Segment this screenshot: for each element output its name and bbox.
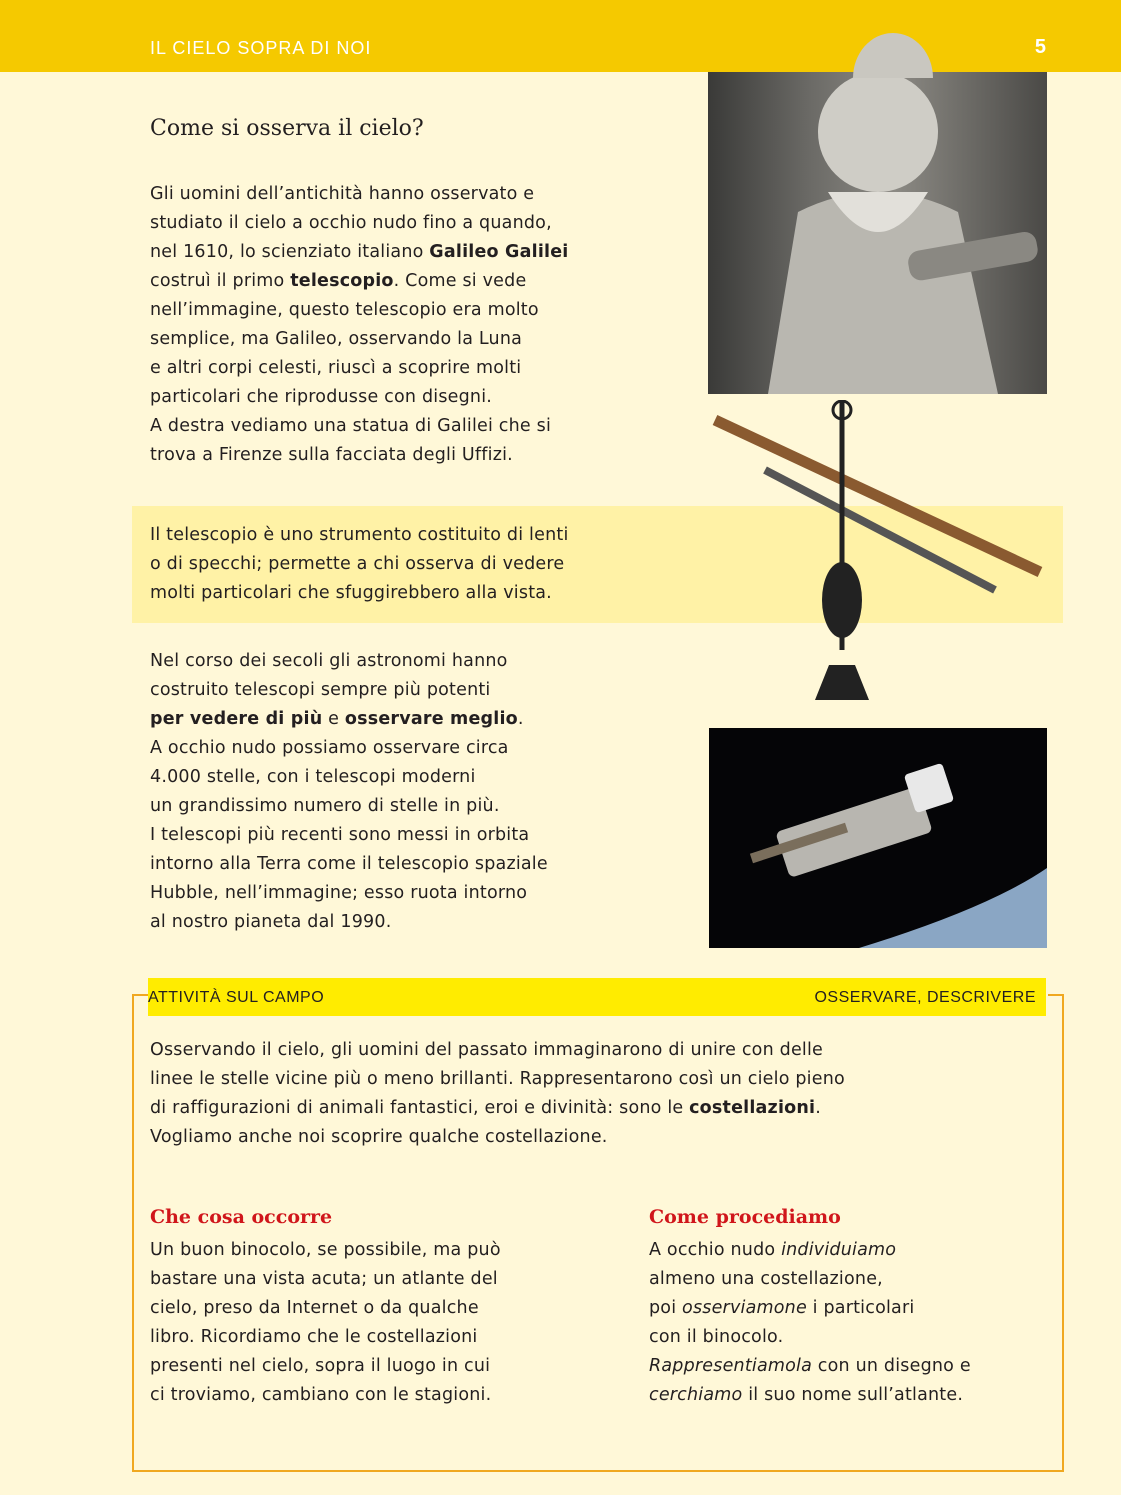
activity-intro xyxy=(150,1036,845,1152)
text-line xyxy=(649,1265,971,1294)
section-title: Come si osserva il cielo? xyxy=(150,116,424,141)
text-run: nell’immagine, questo telescopio era molto xyxy=(150,300,539,320)
text-run: . xyxy=(815,1098,821,1118)
text-run: e altri corpi celesti, riuscì a scoprire molti xyxy=(150,358,522,378)
italic-term: cerchiamo xyxy=(649,1385,743,1405)
text-run: almeno una costellazione, xyxy=(649,1269,883,1289)
text-run: particolari che riprodusse con disegni. xyxy=(150,387,493,407)
text-run: o di specchi; permette a chi osserva di vedere xyxy=(150,554,565,574)
text-line xyxy=(649,1352,971,1381)
definition-paragraph xyxy=(150,521,569,608)
bold-term: costellazioni xyxy=(689,1098,816,1118)
text-run: costruì il primo xyxy=(150,271,291,291)
text-run: costruito telescopi sempre più potenti xyxy=(150,680,491,700)
text-line xyxy=(150,647,548,676)
text-run: cielo, preso da Internet o da qualche xyxy=(150,1298,479,1318)
text-run: Vogliamo anche noi scoprire qualche costellazione. xyxy=(150,1127,608,1147)
text-line xyxy=(150,763,548,792)
text-line xyxy=(150,521,569,550)
text-line xyxy=(150,850,548,879)
activity-skills: OSSERVARE, DESCRIVERE xyxy=(814,989,1036,1006)
text-line xyxy=(150,325,569,354)
text-run: bastare una vista acuta; un atlante del xyxy=(150,1269,498,1289)
text-run: 4.000 stelle, con i telescopi moderni xyxy=(150,767,476,787)
text-run: I telescopi più recenti sono messi in orbita xyxy=(150,825,530,845)
text-run: . Come si vede xyxy=(393,271,527,291)
text-run: nel 1610, lo scienziato italiano xyxy=(150,242,430,262)
activity-label: ATTIVITÀ SUL CAMPO xyxy=(148,989,325,1006)
text-run: Osservando il cielo, gli uomini del passato immaginarono di unire con delle xyxy=(150,1040,824,1060)
text-run: A destra vediamo una statua di Galilei che si xyxy=(150,416,552,436)
text-line xyxy=(150,792,548,821)
text-run: studiato il cielo a occhio nudo fino a quando, xyxy=(150,213,552,233)
text-line xyxy=(150,1094,845,1123)
text-run: A occhio nudo xyxy=(649,1240,782,1260)
hubble-telescope-image xyxy=(709,728,1047,948)
history-paragraph xyxy=(150,647,548,937)
galileo-statue-head xyxy=(838,28,948,78)
text-line xyxy=(150,267,569,296)
text-line xyxy=(150,1294,501,1323)
bold-term: osservare meglio xyxy=(344,709,518,729)
text-run: un grandissimo numero di stelle in più. xyxy=(150,796,500,816)
text-run: Un buon binocolo, se possibile, ma può xyxy=(150,1240,501,1260)
text-run: con il binocolo. xyxy=(649,1327,784,1347)
steps-heading: Come procediamo xyxy=(649,1206,841,1228)
text-run: Hubble, nell’immagine; esso ruota intorno xyxy=(150,883,528,903)
chapter-title: IL CIELO SOPRA DI NOI xyxy=(150,38,372,58)
text-run: linee le stelle vicine più o meno brillanti. Rappresentarono così un cielo pieno xyxy=(150,1069,845,1089)
text-run: di raffigurazioni di animali fantastici, eroi e divinità: sono le xyxy=(150,1098,690,1118)
text-run: ci troviamo, cambiano con le stagioni. xyxy=(150,1385,492,1405)
page-number: 5 xyxy=(1034,36,1046,58)
text-line xyxy=(649,1323,971,1352)
text-run: Nel corso dei secoli gli astronomi hanno xyxy=(150,651,508,671)
bold-term: Galileo Galilei xyxy=(429,242,569,262)
needs-paragraph xyxy=(150,1236,501,1410)
text-line xyxy=(150,879,548,908)
text-line xyxy=(150,734,548,763)
text-run: il suo nome sull’atlante. xyxy=(742,1385,964,1405)
text-run: intorno alla Terra come il telescopio spaziale xyxy=(150,854,548,874)
text-line xyxy=(150,209,569,238)
text-line xyxy=(150,354,569,383)
text-line xyxy=(150,705,548,734)
text-line xyxy=(150,412,569,441)
intro-paragraph xyxy=(150,180,569,470)
text-line xyxy=(150,908,548,937)
text-run: trova a Firenze sulla facciata degli Uffizi. xyxy=(150,445,513,465)
page-header xyxy=(0,0,1121,72)
text-run: Il telescopio è uno strumento costituito di lenti xyxy=(150,525,569,545)
text-line xyxy=(150,180,569,209)
text-line xyxy=(150,1352,501,1381)
galileo-telescope-image xyxy=(705,400,1050,702)
text-run: al nostro pianeta dal 1990. xyxy=(150,912,392,932)
text-run: . xyxy=(517,709,524,729)
text-line xyxy=(150,1265,501,1294)
text-run: con un disegno e xyxy=(812,1356,971,1376)
steps-paragraph xyxy=(649,1236,971,1410)
text-line xyxy=(150,1036,845,1065)
text-line xyxy=(150,550,569,579)
activity-header-bar xyxy=(148,978,1046,1016)
text-run: molti particolari che sfuggirebbero alla vista. xyxy=(150,583,552,603)
text-run: e xyxy=(322,709,345,729)
text-line xyxy=(150,579,569,608)
bold-term: telescopio xyxy=(290,271,394,291)
text-line xyxy=(150,296,569,325)
text-run: presenti nel cielo, sopra il luogo in cui xyxy=(150,1356,491,1376)
italic-term: osserviamone xyxy=(682,1298,807,1318)
text-line xyxy=(150,441,569,470)
needs-heading: Che cosa occorre xyxy=(150,1206,333,1228)
text-line xyxy=(150,821,548,850)
italic-term: individuiamo xyxy=(781,1240,897,1260)
text-line xyxy=(649,1381,971,1410)
text-run: libro. Ricordiamo che le costellazioni xyxy=(150,1327,478,1347)
text-line xyxy=(649,1236,971,1265)
text-run: A occhio nudo possiamo osservare circa xyxy=(150,738,509,758)
bold-term: per vedere di più xyxy=(150,709,323,729)
text-line xyxy=(150,1381,501,1410)
text-line xyxy=(150,676,548,705)
italic-term: Rappresentiamola xyxy=(649,1356,813,1376)
text-run: semplice, ma Galileo, osservando la Luna xyxy=(150,329,523,349)
text-line xyxy=(150,1236,501,1265)
text-run: Gli uomini dell’antichità hanno osservato e xyxy=(150,184,535,204)
text-line xyxy=(150,238,569,267)
galileo-statue-image xyxy=(708,72,1047,394)
text-line xyxy=(150,1123,845,1152)
text-line xyxy=(649,1294,971,1323)
text-run: i particolari xyxy=(806,1298,915,1318)
text-run: poi xyxy=(649,1298,683,1318)
text-line xyxy=(150,1323,501,1352)
text-line xyxy=(150,1065,845,1094)
text-line xyxy=(150,383,569,412)
